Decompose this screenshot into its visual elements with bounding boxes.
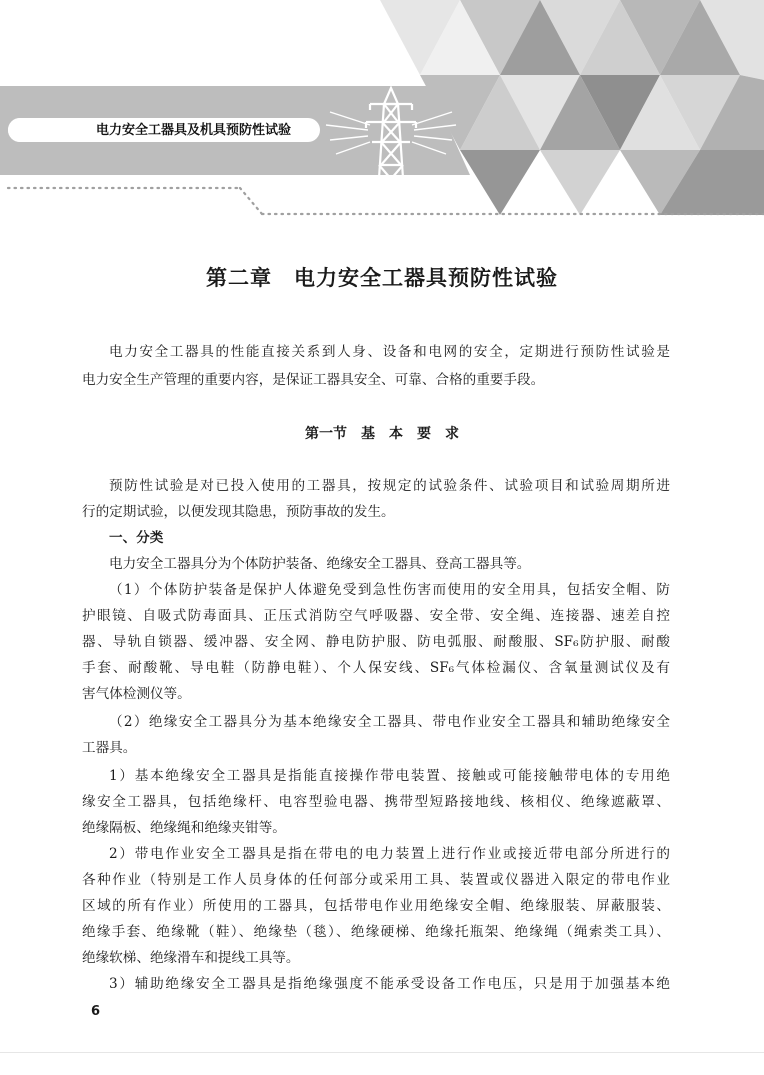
body-line: 电力安全工器具分为个体防护装备、绝缘安全工器具、登高工器具等。: [109, 556, 531, 572]
body-line: 电力安全生产管理的重要内容，是保证工器具安全、可靠、合格的重要手段。: [82, 372, 545, 388]
body-line: 绝缘手套、绝缘靴（鞋）、绝缘垫（毯）、绝缘硬梯、绝缘托瓶架、绝缘绳（绳索类工具）、: [82, 924, 670, 940]
body-line: 工器具。: [82, 740, 137, 756]
body-line: 1）基本绝缘安全工器具是指能直接操作带电装置、接触或可能接触带电体的专用绝: [109, 768, 670, 784]
running-header-title: 电力安全工器具及机具预防性试验: [96, 123, 292, 138]
body-line: 绝缘软梯、绝缘滑车和提线工具等。: [82, 950, 300, 966]
body-line: 器、导轨自锁器、缓冲器、安全网、静电防护服、防电弧服、耐酸服、SF₆防护服、耐酸: [82, 634, 670, 650]
chapter-title: 第二章 电力安全工器具预防性试验: [206, 265, 558, 290]
body-line: 预防性试验是对已投入使用的工器具，按规定的试验条件、试验项目和试验周期所进: [109, 478, 670, 494]
body-line: 区域的所有作业）所使用的工器具，包括带电作业用绝缘安全帽、绝缘服装、屏蔽服装、: [82, 898, 670, 914]
body-line: 2）带电作业安全工器具是指在带电的电力装置上进行作业或接近带电部分所进行的: [109, 846, 670, 862]
body-line: 电力安全工器具的性能直接关系到人身、设备和电网的安全，定期进行预防性试验是: [109, 344, 670, 360]
body-line: 害气体检测仪等。: [82, 686, 191, 702]
footer-rule: [0, 1052, 764, 1053]
body-line: （1）个体防护装备是保护人体避免受到急性伤害而使用的安全用具，包括安全帽、防: [109, 582, 670, 598]
header-banner: [0, 0, 764, 225]
page-number: 6: [91, 1004, 101, 1019]
body-line: 手套、耐酸靴、导电鞋（防静电鞋）、个人保安线、SF₆气体检漏仪、含氧量测试仪及有: [82, 660, 670, 676]
body-line: 绝缘隔板、绝缘绳和绝缘夹钳等。: [82, 820, 286, 836]
body-line: 行的定期试验，以便发现其隐患，预防事故的发生。: [82, 504, 395, 520]
body-line: （2）绝缘安全工器具分为基本绝缘安全工器具、带电作业安全工器具和辅助绝缘安全: [109, 714, 670, 730]
body-line: 各种作业（特别是工作人员身体的任何部分或采用工具、装置或仪器进入限定的带电作业: [82, 872, 670, 888]
section-title: 第一节 基 本 要 求: [305, 426, 459, 442]
body-line: 3）辅助绝缘安全工器具是指绝缘强度不能承受设备工作电压，只是用于加强基本绝: [109, 976, 670, 992]
body-line: 护眼镜、自吸式防毒面具、正压式消防空气呼吸器、安全带、安全绳、连接器、速差自控: [82, 608, 670, 624]
body-line: 缘安全工器具，包括绝缘杆、电容型验电器、携带型短路接地线、核相仪、绝缘遮蔽罩、: [82, 794, 670, 810]
subsection-heading: 一、分类: [109, 530, 164, 546]
